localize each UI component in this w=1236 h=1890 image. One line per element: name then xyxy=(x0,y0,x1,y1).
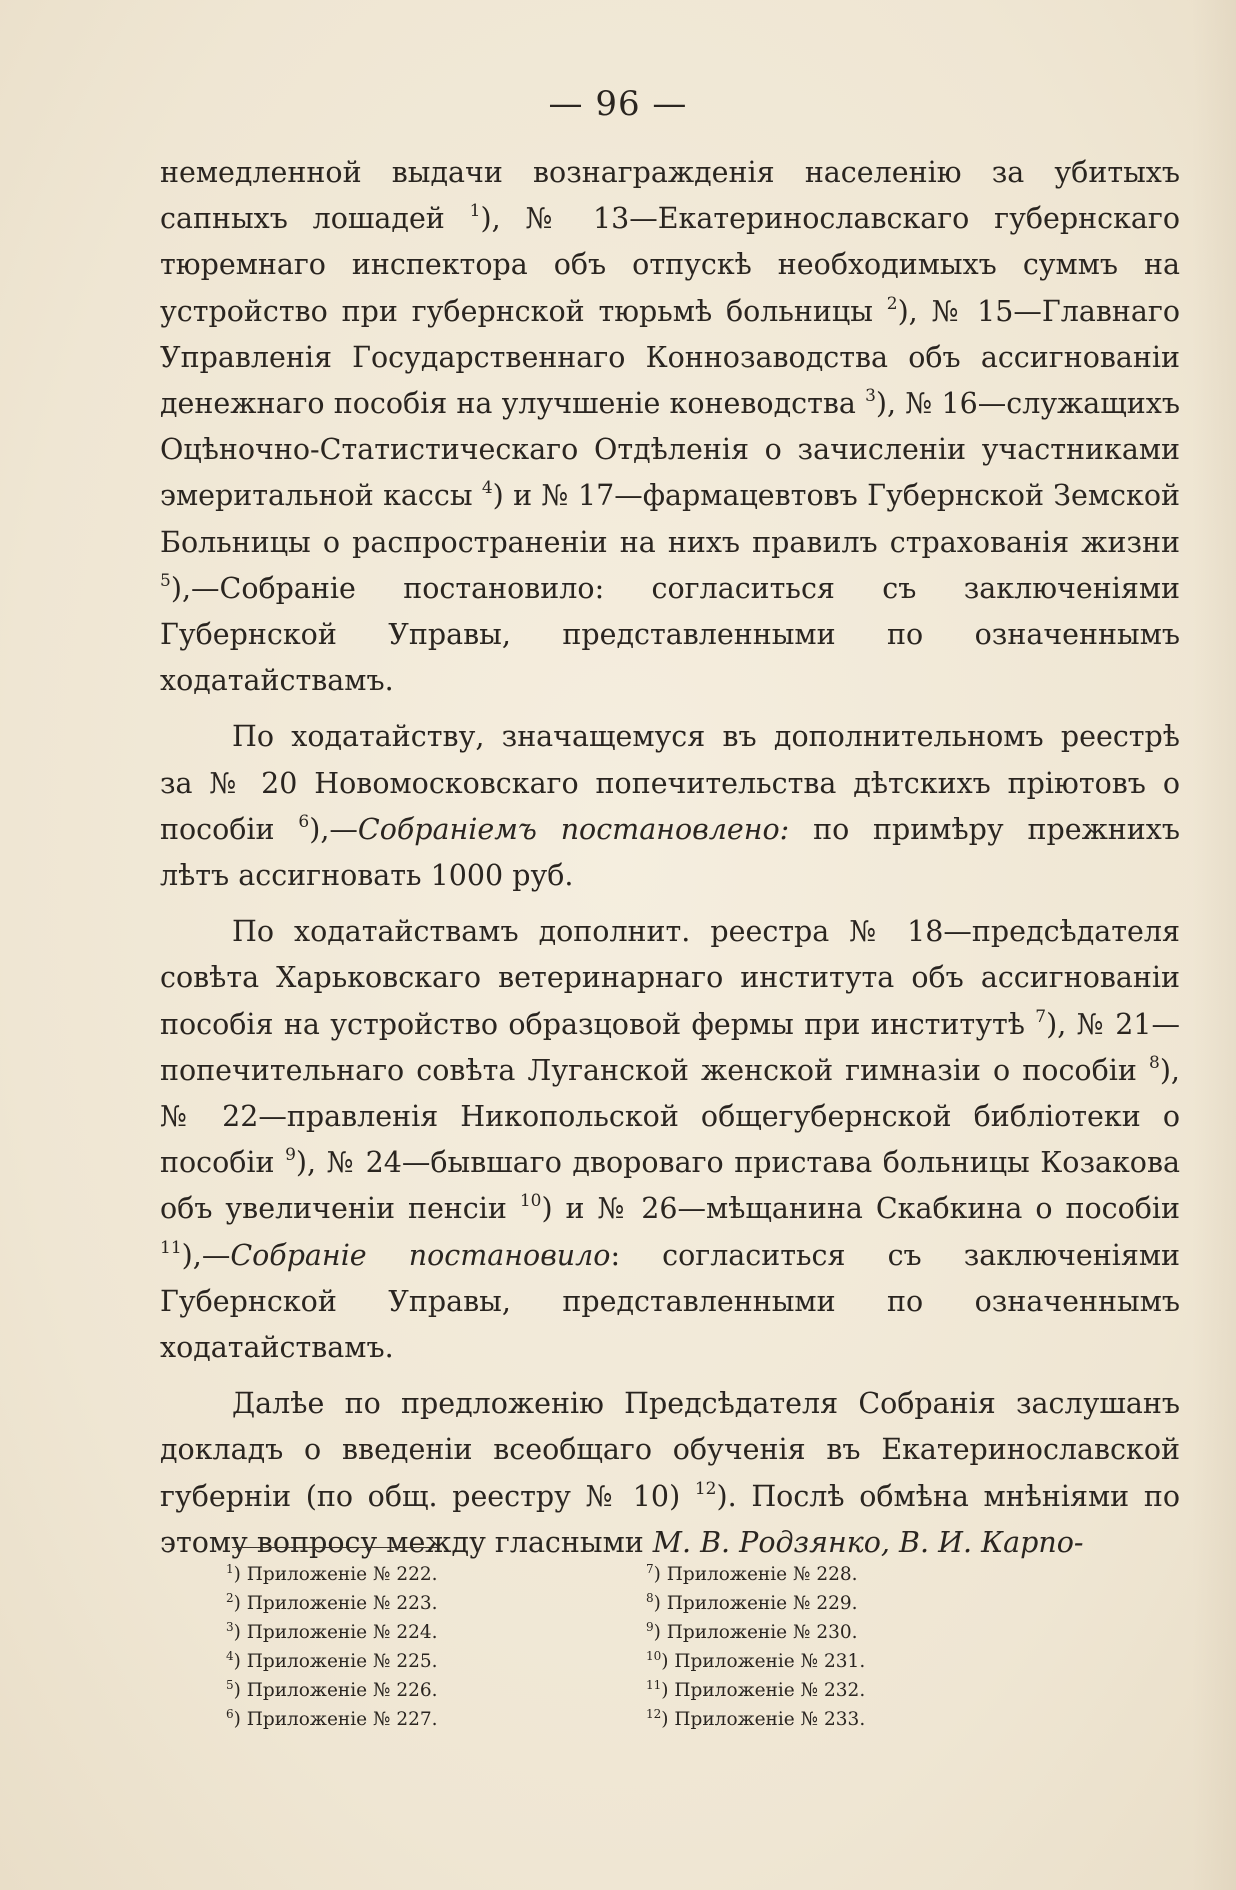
footnote-marker: 1 xyxy=(469,201,481,222)
paragraph xyxy=(160,909,1180,1371)
footnote xyxy=(646,1589,1026,1618)
footnote-number: 10 xyxy=(646,1649,662,1663)
footnote-text: ) Приложеніе № 224. xyxy=(233,1622,438,1643)
footnote xyxy=(226,1618,606,1647)
footnote xyxy=(226,1560,606,1589)
footnote-marker: 7 xyxy=(1035,1006,1047,1027)
footnotes-right-column xyxy=(646,1560,1026,1734)
footnote-number: 9 xyxy=(646,1620,654,1634)
paragraph xyxy=(160,150,1180,704)
footnote-text: ) Приложеніе № 227. xyxy=(233,1709,438,1730)
footnote-marker: 4 xyxy=(481,478,493,499)
footnote xyxy=(646,1560,1026,1589)
italic-text: Собраніе постановило xyxy=(230,1238,611,1272)
footnote-marker: 8 xyxy=(1148,1052,1160,1073)
text-run: ),— xyxy=(181,1238,231,1272)
footnote-marker: 9 xyxy=(285,1145,296,1166)
footnote-text: ) Приложеніе № 222. xyxy=(233,1564,438,1585)
footnote-marker: 2 xyxy=(886,293,898,314)
footnote-number: 12 xyxy=(646,1707,662,1721)
footnote-number: 5 xyxy=(226,1678,234,1692)
footnote-number: 3 xyxy=(226,1620,234,1634)
footnote-number: 8 xyxy=(646,1591,654,1605)
text-run: ) и № 17—фармацевтовъ Губернской Земской Больницы о распространеніи на нихъ правилъ страхованія жизни xyxy=(160,479,1180,559)
footnote xyxy=(646,1647,1026,1676)
footnote xyxy=(226,1589,606,1618)
footnote-marker: 10 xyxy=(519,1191,542,1212)
footnotes-left-column xyxy=(226,1560,606,1734)
page-number: — 96 — xyxy=(548,84,688,124)
text-run: ), № 24—бывшаго двороваго пристава больницы Козакова объ увеличеніи пенсіи xyxy=(160,1146,1181,1226)
text-run: По ходатайствамъ дополнит. реестра № 18—предсѣдателя совѣта Харьковскаго ветеринарнаго института объ ассигнованіи пособія на устройство образцовой фермы при институтѣ xyxy=(160,915,1180,1041)
footnote-text: ) Приложеніе № 233. xyxy=(661,1709,866,1730)
footnote-number: 6 xyxy=(226,1707,234,1721)
footnote xyxy=(226,1647,606,1676)
footnote-text: ) Приложеніе № 231. xyxy=(661,1651,866,1672)
footnote-marker: 3 xyxy=(865,386,876,407)
text-run: ), № 16—служащихъ Оцѣночно-Статистическаго Отдѣленія о зачисленіи участниками эмеритальной кассы xyxy=(160,387,1180,513)
text-run: ), № 22—правленія Никопольской общегубернской библіотеки о пособіи xyxy=(160,1053,1180,1180)
text-run: ), № 13—Екатеринославскаго губернскаго тюремнаго инспектора объ отпускѣ необходимыхъ суммъ на устройство при губернской тюрьмѣ больницы xyxy=(160,202,1180,328)
text-run: ),—Собраніе постановило: согласиться съ заключеніями Губернской Управы, представленными по означеннымъ ходатайствамъ. xyxy=(160,571,1180,698)
footnote-text: ) Приложеніе № 223. xyxy=(233,1593,438,1614)
footnote-number: 2 xyxy=(226,1591,234,1605)
footnote-marker: 6 xyxy=(298,811,310,832)
footnote-number: 1 xyxy=(226,1562,234,1576)
footnote xyxy=(226,1705,606,1734)
footnote-number: 11 xyxy=(646,1678,662,1692)
paragraph xyxy=(160,1381,1180,1566)
footnote xyxy=(646,1705,1026,1734)
footnote-marker: 11 xyxy=(160,1237,182,1258)
text-run: по примѣру прежнихъ лѣтъ ассигновать 1000 руб. xyxy=(160,812,1180,893)
text-run: ). Послѣ обмѣна мнѣніями по этому вопросу между гласными xyxy=(160,1479,1180,1559)
footnote xyxy=(646,1676,1026,1705)
footnote-text: ) Приложеніе № 230. xyxy=(653,1622,858,1643)
text-run: ),— xyxy=(309,812,358,846)
paragraph xyxy=(160,714,1180,899)
text-run: немедленной выдачи вознагражденія населенію за убитыхъ сапныхъ лошадей xyxy=(160,156,1180,236)
footnote-text: ) Приложеніе № 225. xyxy=(233,1651,438,1672)
text-run: : согласиться съ заключеніями Губернской Управы, представленными по означеннымъ ходатайствамъ. xyxy=(160,1238,1180,1365)
page-edge-shading xyxy=(1192,0,1236,1890)
footnote xyxy=(226,1676,606,1705)
footnote-number: 7 xyxy=(646,1562,654,1576)
text-run: ), № 15—Главнаго Управленія Государственнаго Коннозаводства объ ассигнованіи денежнаго пособія на улучшеніе коневодства xyxy=(160,294,1180,421)
italic-text: М. В. Родзянко, В. И. Карпо- xyxy=(652,1525,1084,1559)
italic-text: Собраніемъ постановлено: xyxy=(357,812,790,846)
footnote-number: 4 xyxy=(226,1649,234,1663)
text-run: ) и № 26—мѣщанина Скабкина о пособіи xyxy=(541,1192,1180,1226)
text-run: Далѣе по предложенію Предсѣдателя Собранія заслушанъ докладъ о введеніи всеобщаго обученія въ Екатеринославской губерніи (по общ. реестру № 10) xyxy=(160,1387,1180,1513)
footnote xyxy=(646,1618,1026,1647)
body-text xyxy=(160,150,1180,1566)
text-run: По ходатайству, значащемуся въ дополнительномъ реестрѣ за № 20 Новомосковскаго попечительства дѣтскихъ пріютовъ о пособіи xyxy=(160,720,1180,846)
footnote-text: ) Приложеніе № 229. xyxy=(653,1593,858,1614)
footnote-text: ) Приложеніе № 226. xyxy=(233,1680,438,1701)
text-run: ), № 21—попечительнаго совѣта Луганской женской гимназіи о пособіи xyxy=(160,1007,1181,1087)
footnote-divider xyxy=(232,1547,437,1548)
footnote-marker: 12 xyxy=(694,1478,717,1499)
footnote-marker: 5 xyxy=(160,570,171,591)
footnote-text: ) Приложеніе № 228. xyxy=(653,1564,858,1585)
footnote-text: ) Приложеніе № 232. xyxy=(661,1680,866,1701)
